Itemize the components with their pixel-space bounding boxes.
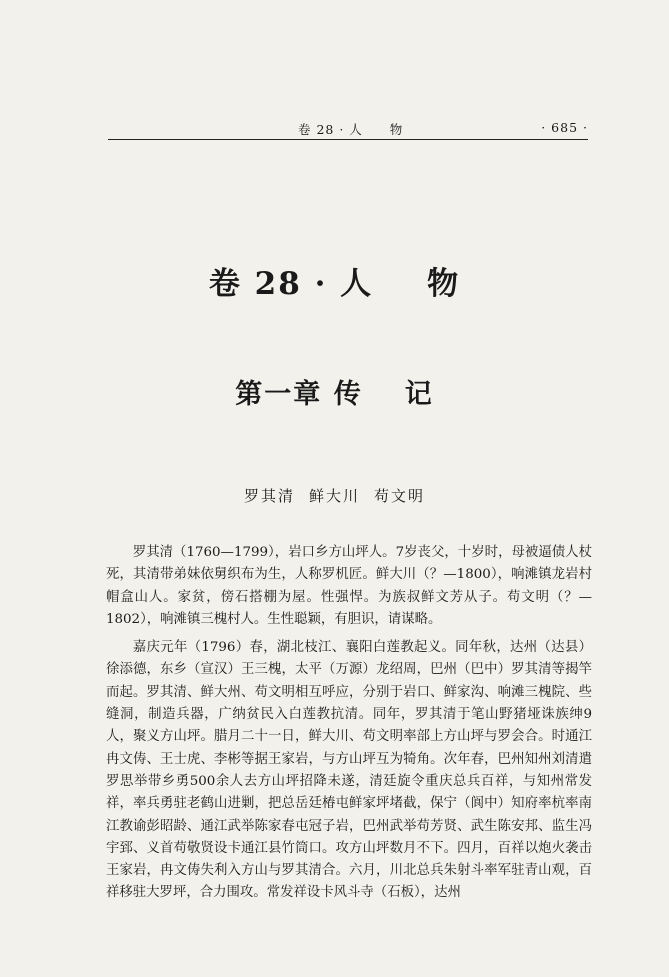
chapter-title-part2: 记 <box>404 379 434 410</box>
volume-title <box>0 258 669 303</box>
paragraph: 嘉庆元年（1796）春，湖北枝江、襄阳白莲教起义。同年秋，达州（达县）徐添德，东乡（宣汉）王三槐，太平（万源）龙绍周，巴州（巴中）罗其清等揭竿而起。罗其清、鲜大州、苟文明相互呼应，分别于岩口、鲜家沟、响滩三槐院、些缝洞，制造兵器，广纳贫民入白莲教抗清。同年，罗其清于笔山野猪垭诛族绅9人，聚义方山坪。腊月二十一日，鲜大川、苟文明率部上方山坪与罗会合。时通江冉文俦、王士虎、李彬等据王家岩，与方山坪互为犄角。次年春，巴州知州刘清遣罗思举带乡勇500余人去方山坪招降未遂，清廷旋令重庆总兵百祥，与知州常发祥，率兵勇驻老鹤山进剿，把总岳廷椿屯鲜家坪堵截，保宁（阆中）知府率杭率南江教谕彭昭龄、通江武举陈家春屯冠子岩，巴州武举苟芳贤、武生陈安邦、监生冯宇郅、义首苟敬贤设卡通江县竹筒口。攻方山坪数月不下。四月，百祥以炮火袭击王家岩，冉文俦失利入方山与罗其清合。六月，川北总兵朱射斗率军驻青山观，百祥移驻大罗坪，合力围攻。常发祥设卡风斗寺（石板），达州 <box>106 640 592 901</box>
section-name: 罗其清 <box>243 487 295 505</box>
section-title <box>0 485 669 506</box>
header-rule <box>108 139 588 140</box>
chapter-title <box>0 372 669 411</box>
body-text <box>106 542 592 911</box>
volume-title-part1: 卷 28 · 人 <box>208 266 374 302</box>
running-header <box>108 118 588 140</box>
volume-title-part2: 物 <box>427 266 461 302</box>
chapter-title-part1: 第一章 传 <box>235 379 363 410</box>
paragraph: 罗其清（1760—1799），岩口乡方山坪人。7岁丧父，十岁时，母被逼债人杖死，其清带弟妹依舅织布为生，人称罗机匠。鲜大川（？—1800），响滩镇龙岩村帽盒山人。家贫，傍石搭棚为屋。性强悍。为族叔鲜文芳从子。苟文明（？—1802），响滩镇三槐村人。生性聪颖，有胆识，请谋略。 <box>106 545 592 627</box>
header-chapter-label: 卷 28 · 人 物 <box>298 122 404 137</box>
page-number: · 685 · <box>541 120 588 135</box>
section-name: 鲜大川 <box>308 487 360 505</box>
section-name: 苟文明 <box>374 487 426 505</box>
